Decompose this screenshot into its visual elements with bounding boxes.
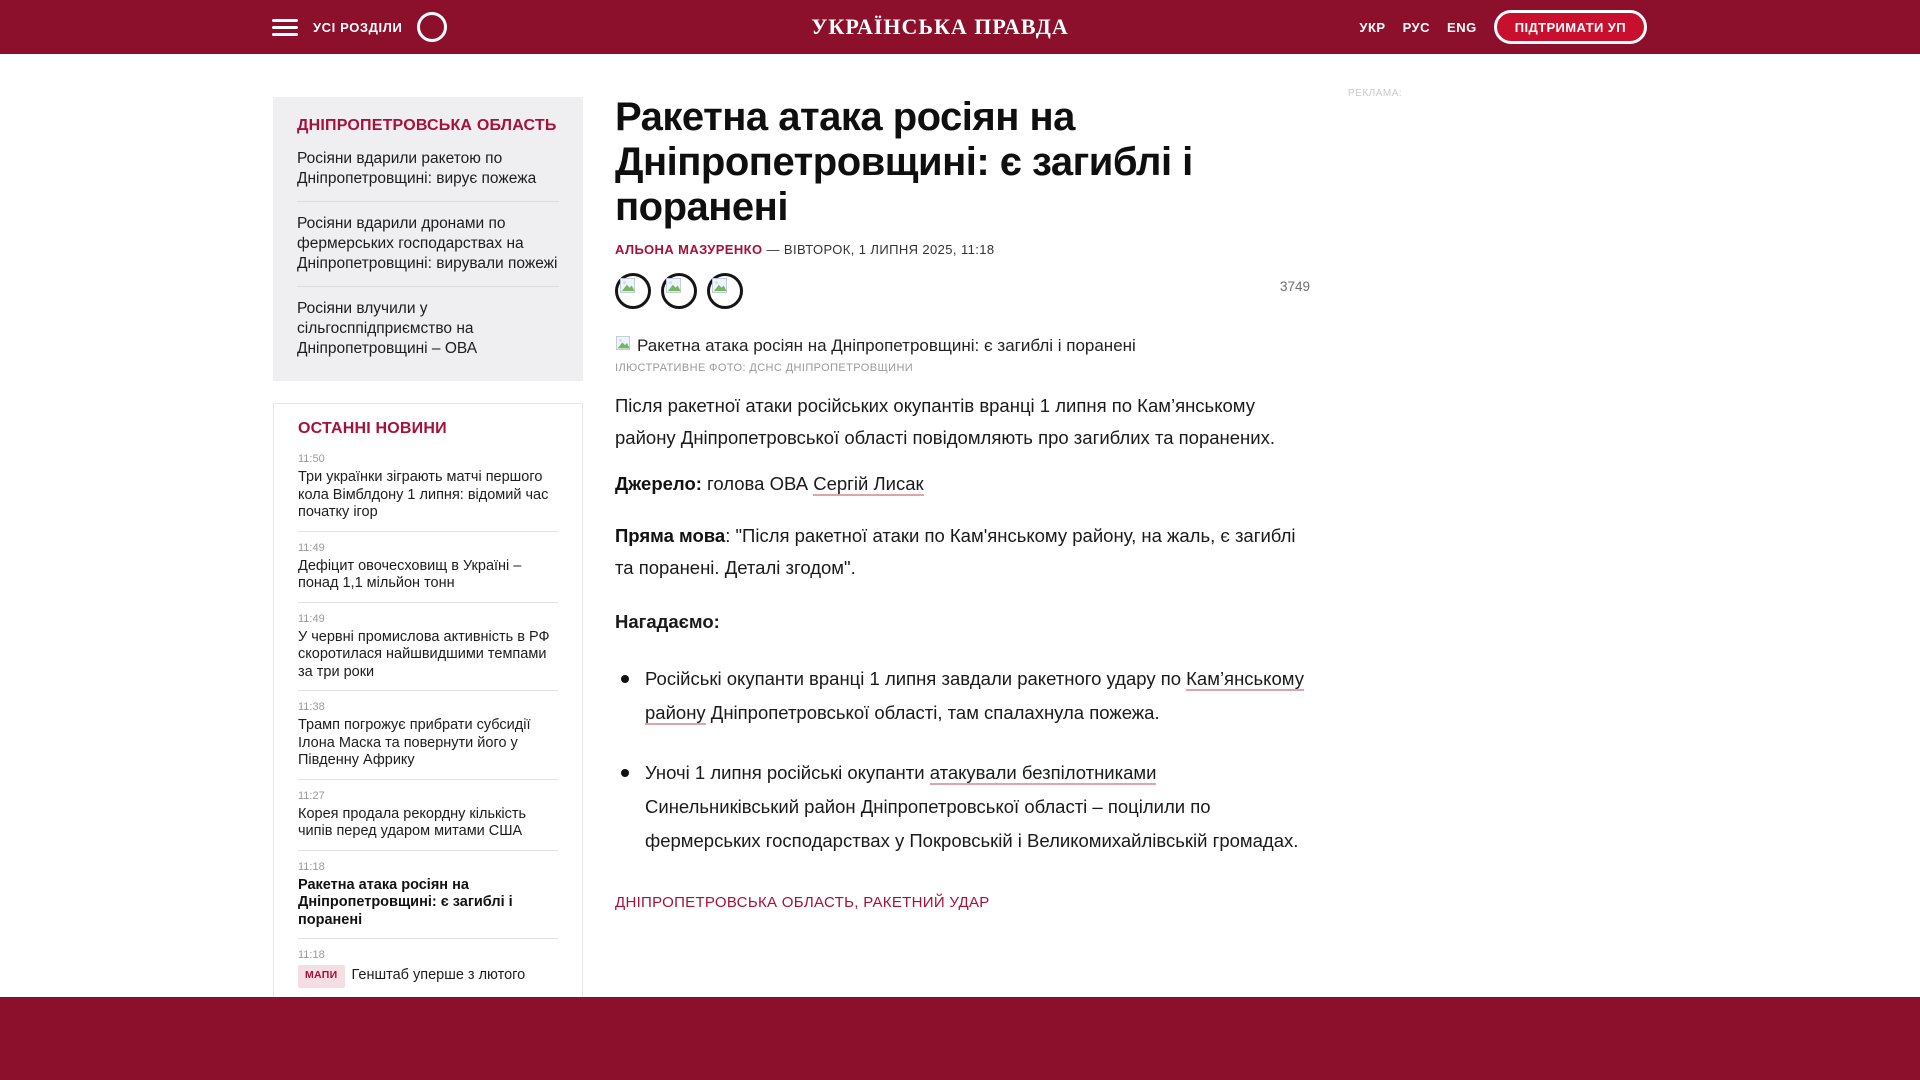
divider	[298, 938, 558, 939]
quote-text: : "Після ракетної атаки по Кам'янському району, на жаль, є загиблі та поранені. Деталі згодом".	[615, 525, 1296, 578]
divider	[297, 201, 559, 202]
header-left-group	[272, 0, 447, 54]
hamburger-menu-icon[interactable]	[272, 19, 298, 36]
image-caption: ІЛЮСТРАТИВНЕ ФОТО: ДСНС ДНІПРОПЕТРОВЩИНИ	[615, 362, 914, 374]
news-link[interactable]: Корея продала рекордну кількість чипів перед ударом митами США	[298, 805, 527, 839]
bullet-marker-icon	[621, 675, 629, 683]
news-link[interactable]: У червні промислова активність в РФ скоротилася найшвидшими темпами за три роки	[298, 628, 550, 680]
byline	[615, 242, 1310, 257]
publish-date: — ВІВТОРОК, 1 ЛИПНЯ 2025, 11:18	[766, 242, 995, 257]
top-navigation-bar	[0, 0, 1920, 54]
bullet-text: Уночі 1 липня російські окупанти	[645, 762, 930, 783]
news-link-text[interactable]: Генштаб уперше з лютого	[351, 967, 526, 983]
view-count: 3749	[1279, 279, 1310, 294]
header-right-group	[1359, 0, 1647, 54]
news-time: 11:50	[298, 453, 325, 465]
share-buttons-row	[615, 273, 1310, 309]
maps-badge[interactable]: МАПИ	[298, 965, 345, 988]
author-link[interactable]: АЛЬОНА МАЗУРЕНКО	[615, 242, 763, 257]
source-label: Джерело:	[615, 473, 702, 494]
divider	[298, 779, 558, 780]
topic-news-link[interactable]: Росіяни вдарили ракетою по Дніпропетровщині: вирує пожежа	[297, 150, 537, 187]
bullet-text: Дніпропетровської області, там спалахнула пожежа.	[705, 702, 1160, 723]
bullet-marker-icon	[621, 769, 629, 777]
divider	[298, 602, 558, 603]
divider	[298, 531, 558, 532]
share-icon[interactable]	[661, 273, 697, 309]
share-icon[interactable]	[707, 273, 743, 309]
recap-bullet-list	[615, 662, 1310, 858]
list-item	[298, 541, 558, 593]
source-paragraph	[615, 468, 1310, 500]
broken-image-icon	[665, 277, 682, 294]
topic-news-link[interactable]: Росіяни влучили у сільгосппідприємство на Дніпропетровщині – ОВА	[297, 300, 478, 357]
divider	[298, 850, 558, 851]
article-image-placeholder	[615, 335, 1310, 374]
news-link[interactable]	[298, 965, 558, 988]
list-item	[615, 756, 1310, 858]
quote-label: Пряма мова	[615, 525, 726, 546]
bullet-text: Синельниківський район Дніпропетровської області – поцілили по фермерських господарствах у Покровській і Великомихайлівській громадах.	[645, 796, 1299, 851]
topic-news-link[interactable]: Росіяни вдарили дронами по фермерських господарствах на Дніпропетровщині: вирували пожежі	[297, 215, 558, 272]
news-time: 11:49	[298, 541, 325, 554]
list-item	[298, 948, 558, 988]
inline-link[interactable]: Кам’янському району	[645, 668, 1304, 723]
list-item	[298, 860, 558, 930]
broken-image-icon	[615, 335, 631, 351]
broken-image-icon	[619, 277, 636, 294]
latest-news-block	[273, 403, 583, 1003]
tag-link[interactable]: ДНІПРОПЕТРОВСЬКА ОБЛАСТЬ	[615, 894, 855, 911]
source-text: голова ОВА	[701, 473, 814, 494]
lead-paragraph: Після ракетної атаки російських окупантів вранці 1 липня по Кам’янському району Дніпропетровської області повідомляють про загиблих та поранених.	[615, 395, 1275, 448]
topic-block	[273, 97, 583, 381]
broken-image-icon	[711, 277, 728, 294]
news-link[interactable]: Трамп погрожує прибрати субсидії Ілона Маска та повернути його у Південну Африку	[298, 717, 531, 768]
topic-block-title[interactable]: ДНІПРОПЕТРОВСЬКА ОБЛАСТЬ	[297, 117, 557, 134]
news-time: 11:18	[298, 949, 325, 961]
search-icon[interactable]	[417, 12, 447, 42]
article-tags	[615, 894, 1310, 911]
page-bottom-background	[0, 997, 1920, 1080]
language-ukr-link[interactable]: УКР	[1359, 19, 1386, 35]
tag-link[interactable]: РАКЕТНИЙ УДАР	[863, 894, 990, 911]
image-alt-text: Ракетна атака росіян на Дніпропетровщині: є загиблі і поранені	[637, 336, 1136, 355]
ad-slot-label: РЕКЛАМА:	[1348, 88, 1403, 99]
news-time: 11:18	[298, 860, 325, 873]
support-up-button[interactable]: ПІДТРИМАТИ УП	[1494, 10, 1647, 44]
all-sections-button[interactable]: УСІ РОЗДІЛИ	[313, 19, 403, 35]
tag-separator: ,	[854, 894, 864, 911]
list-item	[615, 662, 1310, 730]
news-time: 11:49	[298, 612, 325, 625]
site-logo[interactable]: УКРАЇНСЬКА ПРАВДА	[811, 14, 1069, 39]
page-title: Ракетна атака росіян на Дніпропетровщині: є загиблі і поранені	[615, 95, 1193, 229]
share-icon[interactable]	[615, 273, 651, 309]
quote-paragraph	[615, 520, 1310, 584]
language-rus-link[interactable]: РУС	[1402, 19, 1431, 35]
news-time: 11:38	[298, 701, 325, 713]
inline-link[interactable]: атакували безпілотниками	[929, 762, 1157, 783]
bullet-text: Російські окупанти вранці 1 липня завдали ракетного удару по	[645, 668, 1187, 689]
news-link-current-article[interactable]: Ракетна атака росіян на Дніпропетровщині: є загиблі і поранені	[298, 876, 513, 928]
divider	[297, 286, 559, 287]
news-link[interactable]: Дефіцит овочесховищ в Україні – понад 1,1 мільйон тонн	[298, 557, 522, 591]
list-item	[298, 452, 558, 522]
article-column	[615, 95, 1310, 911]
list-item	[298, 789, 558, 841]
news-time: 11:27	[298, 789, 325, 802]
remind-heading: Нагадаємо:	[615, 611, 720, 632]
divider	[298, 690, 558, 691]
language-eng-link[interactable]: ENG	[1447, 19, 1477, 35]
source-person-link[interactable]: Сергій Лисак	[813, 473, 924, 494]
list-item	[298, 700, 558, 770]
news-link[interactable]: Три українки зіграють матчі першого кола Вімблдону 1 липня: відомий час початку ігор	[298, 469, 549, 520]
left-sidebar	[273, 97, 583, 1003]
latest-news-title[interactable]: ОСТАННІ НОВИНИ	[298, 420, 447, 437]
list-item	[298, 612, 558, 682]
